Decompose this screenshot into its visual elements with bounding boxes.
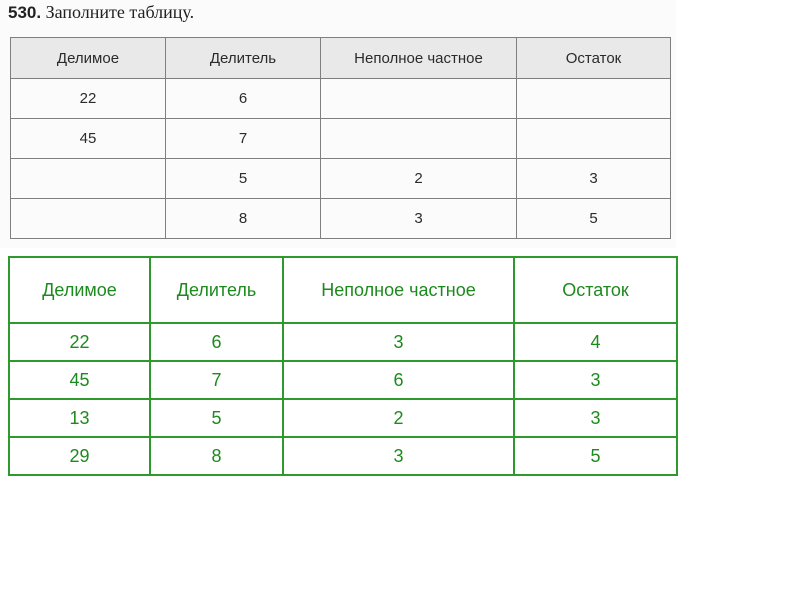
task-cell: 3 [517, 159, 671, 199]
answer-cell: 3 [283, 323, 514, 361]
task-cell [11, 199, 166, 239]
answer-cell: 7 [150, 361, 283, 399]
task-row [11, 119, 671, 159]
answer-cell: 8 [150, 437, 283, 475]
task-cell [517, 79, 671, 119]
task-row [11, 79, 671, 119]
answer-cell: 3 [514, 361, 677, 399]
task-row [11, 159, 671, 199]
task-cell: 7 [166, 119, 321, 159]
answer-row [9, 399, 677, 437]
exercise-title: Заполните таблицу. [45, 2, 195, 22]
answer-cell: 6 [150, 323, 283, 361]
answer-table [8, 256, 678, 476]
answer-cell: 4 [514, 323, 677, 361]
answer-cell: 13 [9, 399, 150, 437]
task-row [11, 199, 671, 239]
task-header-cell: Делимое [11, 38, 166, 79]
exercise-heading [8, 2, 194, 23]
answer-header-row [9, 257, 677, 323]
task-cell [321, 79, 517, 119]
task-cell [517, 119, 671, 159]
answer-header-cell: Остаток [514, 257, 677, 323]
task-header-row [11, 38, 671, 79]
exercise-number: 530. [8, 3, 42, 22]
task-cell: 5 [517, 199, 671, 239]
answer-row [9, 361, 677, 399]
task-cell: 3 [321, 199, 517, 239]
answer-cell: 5 [514, 437, 677, 475]
task-header-cell: Остаток [517, 38, 671, 79]
task-cell [321, 119, 517, 159]
answer-row [9, 323, 677, 361]
answer-cell: 6 [283, 361, 514, 399]
task-cell: 22 [11, 79, 166, 119]
answer-header-cell: Неполное частное [283, 257, 514, 323]
answer-cell: 29 [9, 437, 150, 475]
answer-cell: 3 [514, 399, 677, 437]
answer-cell: 2 [283, 399, 514, 437]
task-cell: 45 [11, 119, 166, 159]
task-cell: 8 [166, 199, 321, 239]
task-cell: 2 [321, 159, 517, 199]
task-cell: 5 [166, 159, 321, 199]
answer-cell: 5 [150, 399, 283, 437]
task-header-cell: Делитель [166, 38, 321, 79]
answer-header-cell: Делитель [150, 257, 283, 323]
answer-cell: 3 [283, 437, 514, 475]
answer-cell: 22 [9, 323, 150, 361]
answer-header-cell: Делимое [9, 257, 150, 323]
task-table [10, 37, 671, 239]
task-cell [11, 159, 166, 199]
answer-cell: 45 [9, 361, 150, 399]
task-cell: 6 [166, 79, 321, 119]
task-header-cell: Неполное частное [321, 38, 517, 79]
answer-row [9, 437, 677, 475]
